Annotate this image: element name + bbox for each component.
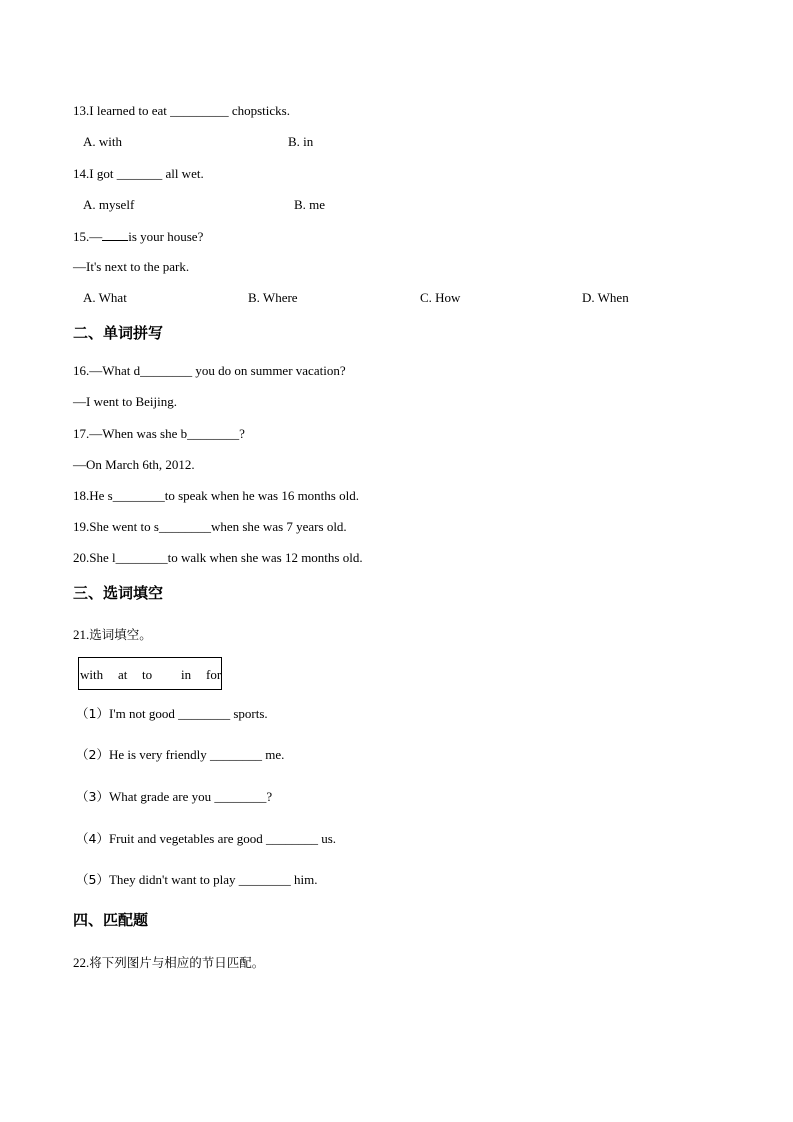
q14-option-a: A. myself — [83, 197, 135, 212]
q21-item-4 — [76, 831, 336, 847]
section2-line-16: 16.—What d________ you do on summer vacation? — [73, 363, 346, 378]
q21-instruction: 选词填空。 — [89, 627, 152, 642]
section2-line-17: 17.—When was she b________? — [73, 426, 245, 441]
q15-answer-line: —It's next to the park. — [73, 259, 190, 274]
q21-item-3 — [76, 789, 272, 805]
q21-item-2 — [76, 747, 284, 763]
q13-option-a: A. with — [83, 134, 122, 149]
q22-number: 22. — [73, 955, 90, 970]
section2-line-20: 20.She l________to walk when she was 12 months old. — [73, 550, 363, 565]
section2-line-18: 18.He s________to speak when he was 16 months old. — [73, 488, 359, 503]
q15-prefix: 15.— — [73, 229, 103, 244]
q14-option-b: B. me — [294, 197, 326, 212]
word-box — [78, 657, 222, 690]
section2-line-16-answer: —I went to Beijing. — [73, 394, 177, 409]
q21-item-text: What grade are you ________? — [108, 789, 273, 804]
word-box-word: for — [206, 667, 222, 682]
section3-heading: 三、选词填空 — [73, 584, 164, 602]
q21-item-number: （3） — [76, 789, 109, 804]
word-box-word: with — [80, 667, 104, 682]
q21-item-text: I'm not good ________ sports. — [108, 706, 268, 721]
q21-item-number: （5） — [76, 872, 109, 887]
section2-line-19: 19.She went to s________when she was 7 years old. — [73, 519, 347, 534]
q15-suffix: is your house? — [128, 229, 204, 244]
q21-item-number: （2） — [76, 747, 109, 762]
q15-option-d: D. When — [582, 290, 629, 305]
word-box-word: at — [118, 667, 128, 682]
q21-title — [73, 627, 152, 643]
q13-option-b: B. in — [288, 134, 314, 149]
q22-title — [73, 955, 264, 971]
q15-blank — [102, 228, 128, 241]
q15-option-b: B. Where — [248, 290, 298, 305]
q21-item-text: They didn't want to play ________ him. — [108, 872, 318, 887]
q21-item-5 — [76, 872, 317, 888]
q21-item-text: He is very friendly ________ me. — [108, 747, 285, 762]
section2-line-17-answer: —On March 6th, 2012. — [73, 457, 195, 472]
word-box-word: to — [142, 667, 153, 682]
q21-item-text: Fruit and vegetables are good ________ us. — [108, 831, 337, 846]
q22-instruction: 将下列图片与相应的节日匹配。 — [89, 955, 265, 970]
q15-stem — [73, 228, 203, 245]
q14-stem: 14.I got _______ all wet. — [73, 166, 204, 181]
q21-item-number: （1） — [76, 706, 109, 721]
q15-option-a: A. What — [83, 290, 127, 305]
q21-item-number: （4） — [76, 831, 109, 846]
q21-number: 21. — [73, 627, 90, 642]
q13-stem: 13.I learned to eat _________ chopsticks. — [73, 103, 290, 118]
section4-heading: 四、匹配题 — [73, 911, 149, 929]
word-box-word: in — [181, 667, 192, 682]
q21-item-1 — [76, 706, 268, 722]
q15-option-c: C. How — [420, 290, 461, 305]
section2-heading: 二、单词拼写 — [73, 324, 164, 342]
